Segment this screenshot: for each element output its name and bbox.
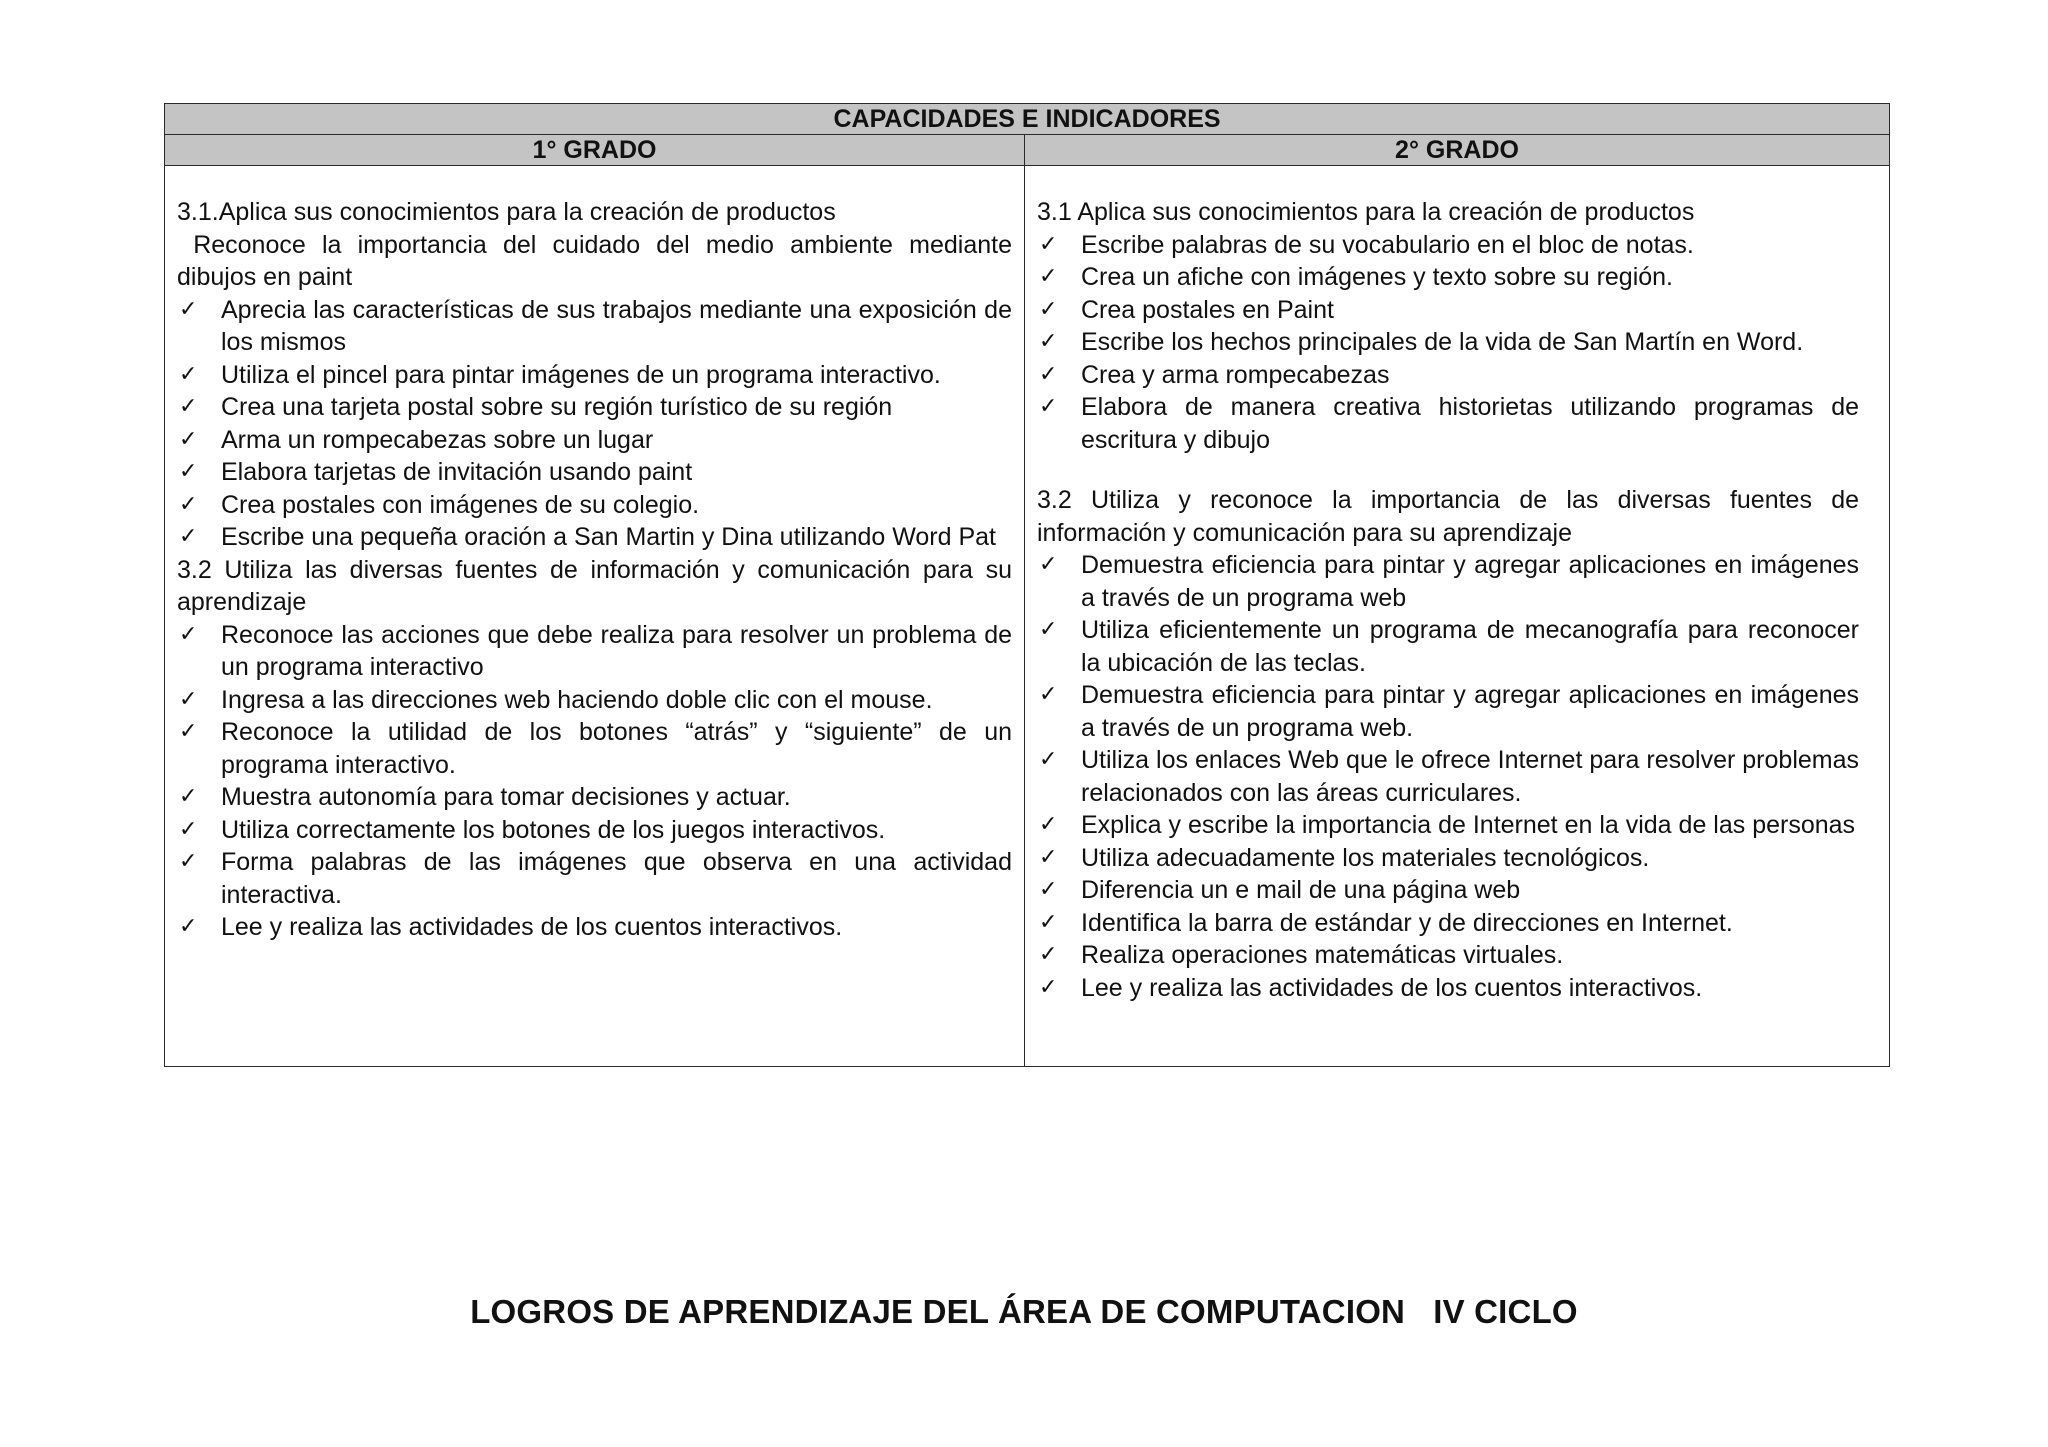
checkmark-icon: ✓ <box>179 459 198 484</box>
col1-cell <box>165 166 1025 1067</box>
col2-content <box>1025 166 1889 1004</box>
table-title: CAPACIDADES E INDICADORES <box>165 104 1890 135</box>
checklist-item <box>177 294 1012 359</box>
checkmark-icon: ✓ <box>179 426 198 452</box>
checklist-item <box>1037 809 1859 842</box>
checklist-item-text: Elabora de manera creativa historietas utilizando programas de escritura y dibujo <box>1081 393 1860 454</box>
checkmark-icon: ✓ <box>1039 877 1058 902</box>
checklist-item <box>1037 326 1859 359</box>
checklist-item-text: Aprecia las características de sus trabajos mediante una exposición de los mismos <box>221 295 1012 356</box>
checklist-item-text: Utiliza correctamente los botones de los juegos interactivos. <box>221 815 886 844</box>
checklist-item <box>177 814 1012 847</box>
col2-header: 2° GRADO <box>1025 135 1890 166</box>
checkmark-icon: ✓ <box>1039 617 1058 642</box>
section-gap <box>1037 456 1859 484</box>
checklist-item-text: Crea una tarjeta postal sobre su región turístico de su región <box>221 393 893 421</box>
checkmark-icon: ✓ <box>179 784 198 809</box>
col1-sec2-list <box>177 619 1012 944</box>
checklist-item-text: Demuestra eficiencia para pintar y agregar aplicaciones en imágenes a través de un programa web. <box>1081 681 1860 742</box>
checklist-item <box>177 489 1012 522</box>
checklist-item-text: Demuestra eficiencia para pintar y agregar aplicaciones en imágenes a través de un programa web <box>1081 551 1860 612</box>
checklist-item-text: Utiliza eficientemente un programa de mecanografía para reconocer la ubicación de las teclas. <box>1081 616 1860 677</box>
checkmark-icon: ✓ <box>1039 747 1058 772</box>
checklist-item <box>177 846 1012 911</box>
checklist-item-text: Crea postales en Paint <box>1081 295 1334 324</box>
checkmark-icon: ✓ <box>179 361 198 387</box>
checklist-item-text: Escribe una pequeña oración a San Martin y Dina utilizando Word Pat <box>221 523 996 551</box>
col1-header: 1° GRADO <box>165 135 1025 166</box>
checklist-item <box>177 619 1012 684</box>
checkmark-icon: ✓ <box>179 719 198 744</box>
checklist-item-text: Utiliza los enlaces Web que le ofrece Internet para resolver problemas relacionados con las áreas curriculares. <box>1081 746 1860 807</box>
checklist-item <box>1037 939 1859 972</box>
col2-sec2-list <box>1037 549 1859 1004</box>
checkmark-icon: ✓ <box>1039 361 1058 387</box>
checklist-item <box>177 521 1012 554</box>
col2-cell <box>1025 166 1890 1067</box>
checklist-item <box>1037 294 1859 327</box>
checkmark-icon: ✓ <box>1039 974 1058 1000</box>
checklist-item <box>177 391 1012 424</box>
checklist-item <box>177 781 1012 814</box>
checklist-item <box>1037 842 1859 875</box>
checklist-item-text: Escribe palabras de su vocabulario en el bloc de notas. <box>1081 230 1694 259</box>
checklist-item <box>177 424 1012 457</box>
checklist-item-text: Reconoce la utilidad de los botones “atrás” y “siguiente” de un programa interactivo. <box>221 718 1012 779</box>
checklist-item-text: Elabora tarjetas de invitación usando paint <box>221 458 693 486</box>
checklist-item-text: Lee y realiza las actividades de los cuentos interactivos. <box>1081 973 1703 1002</box>
checkmark-icon: ✓ <box>1039 812 1058 837</box>
checkmark-icon: ✓ <box>179 524 198 549</box>
checklist-item-text: Ingresa a las direcciones web haciendo doble clic con el mouse. <box>221 685 933 714</box>
checkmark-icon: ✓ <box>1039 329 1058 354</box>
checklist-item-text: Utiliza adecuadamente los materiales tecnológicos. <box>1081 843 1650 872</box>
col2-sec1-heading: 3.1 Aplica sus conocimientos para la creación de productos <box>1037 198 1695 226</box>
checklist-item <box>1037 359 1859 392</box>
footer-title: LOGROS DE APRENDIZAJE DEL ÁREA DE COMPUTACION IV CICLO <box>470 1293 1578 1330</box>
checkmark-icon: ✓ <box>179 491 198 517</box>
checklist-item <box>177 359 1012 392</box>
checklist-item-text: Diferencia un e mail de una página web <box>1081 876 1521 904</box>
checklist-item-text: Identifica la barra de estándar y de direcciones en Internet. <box>1081 908 1733 937</box>
checklist-item <box>1037 391 1859 456</box>
checkmark-icon: ✓ <box>179 686 198 712</box>
checkmark-icon: ✓ <box>179 296 198 322</box>
checkmark-icon: ✓ <box>1039 942 1058 967</box>
col2-sec2-heading: 3.2 Utiliza y reconoce la importancia de las diversas fuentes de información y comunicación para su aprendizaje <box>1037 486 1860 547</box>
checklist-item-text: Realiza operaciones matemáticas virtuales. <box>1081 941 1564 969</box>
checklist-item-text: Lee y realiza las actividades de los cuentos interactivos. <box>221 913 843 941</box>
checklist-item <box>177 911 1012 944</box>
checkmark-icon: ✓ <box>179 621 198 647</box>
checkmark-icon: ✓ <box>179 849 198 874</box>
checklist-item <box>1037 874 1859 907</box>
checkmark-icon: ✓ <box>1039 296 1058 322</box>
checklist-item-text: Arma un rompecabezas sobre un lugar <box>221 425 654 454</box>
col1-sec1-list <box>177 294 1012 554</box>
checkmark-icon: ✓ <box>179 816 198 842</box>
checklist-item-text: Escribe los hechos principales de la vida de San Martín en Word. <box>1081 328 1804 356</box>
checklist-item-text: Reconoce las acciones que debe realiza para resolver un problema de un programa interactivo <box>221 620 1012 681</box>
checkmark-icon: ✓ <box>179 394 198 419</box>
checklist-item-text: Utiliza el pincel para pintar imágenes de un programa interactivo. <box>221 360 941 389</box>
checklist-item-text: Crea y arma rompecabezas <box>1081 360 1390 389</box>
col1-content <box>165 166 1024 944</box>
col1-sec2-heading: 3.2 Utiliza las diversas fuentes de información y comunicación para su aprendizaje <box>177 555 1012 616</box>
capacidades-table <box>164 103 1890 1067</box>
checkmark-icon: ✓ <box>1039 264 1058 289</box>
checklist-item <box>177 684 1012 717</box>
col1-sec1-intro-text: Reconoce la importancia del cuidado del medio ambiente mediante dibujos en paint <box>177 230 1012 291</box>
checklist-item <box>1037 679 1859 744</box>
checklist-item <box>1037 614 1859 679</box>
checkmark-icon: ✓ <box>1039 552 1058 577</box>
checkmark-icon: ✓ <box>1039 394 1058 419</box>
checklist-item <box>1037 549 1859 614</box>
checklist-item <box>1037 261 1859 294</box>
checklist-item <box>1037 972 1859 1005</box>
checklist-item <box>1037 744 1859 809</box>
checklist-item-text: Crea postales con imágenes de su colegio. <box>221 490 700 519</box>
checklist-item-text: Muestra autonomía para tomar decisiones y actuar. <box>221 783 791 811</box>
checklist-item-text: Crea un afiche con imágenes y texto sobre su región. <box>1081 263 1674 291</box>
col1-sec1-intro <box>177 229 1012 294</box>
col1-sec1-heading: 3.1.Aplica sus conocimientos para la creación de productos <box>177 198 836 226</box>
checkmark-icon: ✓ <box>1039 909 1058 935</box>
checkmark-icon: ✓ <box>1039 231 1058 257</box>
checklist-item-text: Forma palabras de las imágenes que observa en una actividad interactiva. <box>221 848 1012 909</box>
checklist-item <box>1037 907 1859 940</box>
checkmark-icon: ✓ <box>1039 682 1058 707</box>
checkmark-icon: ✓ <box>179 914 198 939</box>
checklist-item-text: Explica y escribe la importancia de Internet en la vida de las personas <box>1081 811 1856 839</box>
col2-sec1-list <box>1037 229 1859 457</box>
checklist-item <box>177 456 1012 489</box>
checklist-item <box>177 716 1012 781</box>
checkmark-icon: ✓ <box>1039 844 1058 870</box>
checklist-item <box>1037 229 1859 262</box>
